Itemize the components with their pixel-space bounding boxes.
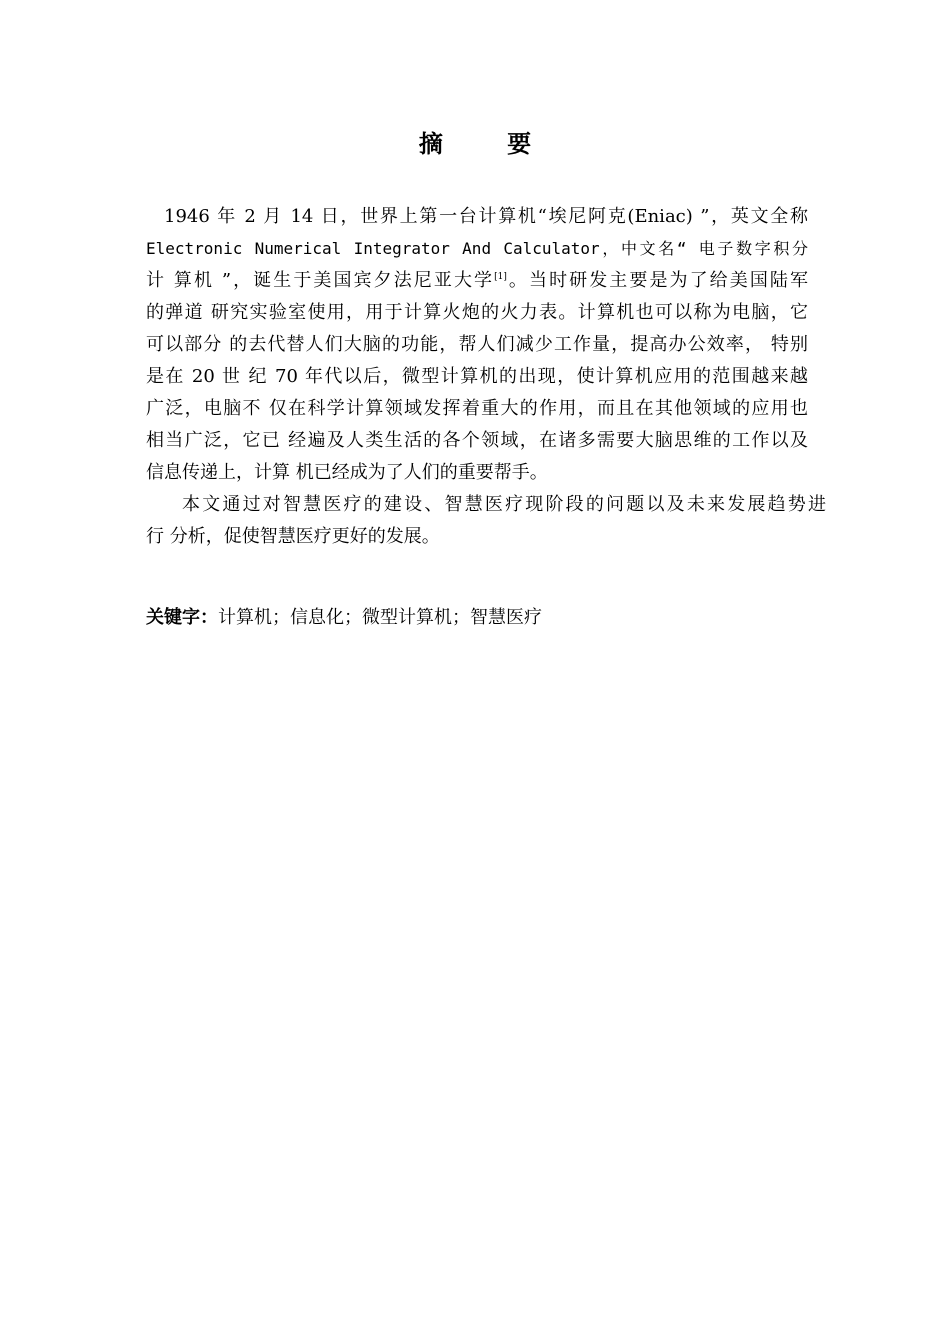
abstract-line-6: 是在 20 世 纪 70 年代以后，微型计算机的出现，使计算机应用的范围越来越: [146, 366, 808, 387]
abstract-line-7: 广泛，电脑不 仅在科学计算领域发挥着重大的作用，而且在其他领域的应用也: [146, 398, 808, 419]
page-title: 摘 要: [418, 130, 560, 158]
abstract-p2-line-2: 行 分析，促使智慧医疗更好的发展。: [146, 526, 440, 547]
abstract-line-2: Electronic Numerical Integrator And Calculator，中文名“ 电子数字积分: [146, 239, 808, 258]
keywords-text: 计算机；信息化；微型计算机；智慧医疗: [218, 607, 542, 628]
abstract-line-3-text: 计 算机 ”，诞生于美国宾夕法尼亚大学: [146, 270, 495, 291]
abstract-p2-line-1: 本文通过对智慧医疗的建设、智慧医疗现阶段的问题以及未来发展趋势进: [182, 494, 826, 515]
abstract-line-3: [146, 265, 808, 297]
keywords-line: [146, 604, 542, 632]
abstract-line-9: 信息传递上，计算 机已经成为了人们的重要帮手。: [146, 462, 548, 483]
keywords-label: 关键字：: [146, 607, 218, 628]
abstract-line-8: 相当广泛，它已 经遍及人类生活的各个领域，在诸多需要大脑思维的工作以及: [146, 430, 808, 451]
abstract-line-1: 1946 年 2 月 14 日，世界上第一台计算机“埃尼阿克(Eniac) ”，英文全称: [164, 206, 808, 227]
citation-ref: [1]: [494, 272, 507, 282]
abstract-body: [146, 201, 826, 553]
abstract-line-5: 可以部分 的去代替人们大脑的功能，帮人们减少工作量，提高办公效率， 特别: [146, 334, 808, 355]
abstract-line-3-tail: 。当时研发主要是为了给美国陆军: [506, 270, 808, 291]
abstract-line-4: 的弹道 研究实验室使用，用于计算火炮的火力表。计算机也可以称为电脑，它: [146, 302, 808, 323]
